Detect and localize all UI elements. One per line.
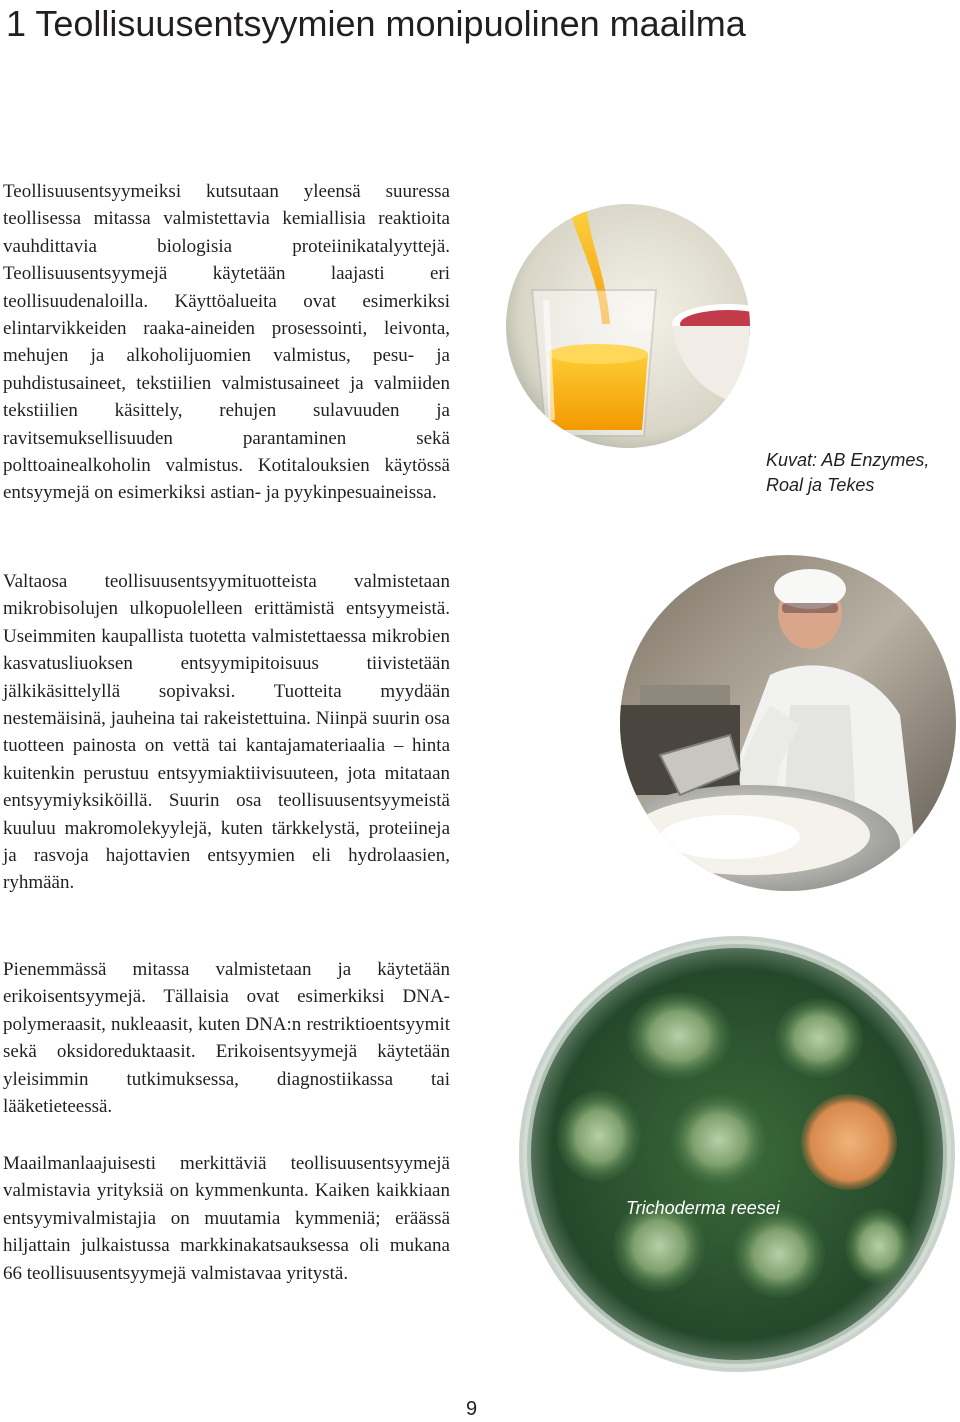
juice-photo [506, 204, 750, 448]
intro-paragraph: Teollisuusentsyymeiksi kutsutaan yleensä suuressa teollisessa mitassa valmistettavia kemiallisia reaktioita vauhdittavia biologisia proteiinikatalyyttejä. Teollisuusentsyymejä käytetään laajasti eri teollisuudenaloilla. Käyttöalueita ovat esimerkiksi elintarvikkeiden raaka-aineiden prosessointi, leivonta, mehujen ja alkoholijuomien valmistus, pesu- ja puhdistusaineet, tekstiilien valmistusaineet ja valmiiden tekstiilien käsittely, rehujen sulavuuden ja ravitsemuksellisuuden parantaminen sekä polttoainealkoholin valmistus. Kotitalouksien käytössä entsyymejä on esimerkiksi astian- ja pyykinpesuaineissa. [3, 181, 450, 504]
production-paragraph: Valtaosa teollisuusentsyymituotteista valmistetaan mikrobisolujen ulkopuolelleen erittämistä entsyymeistä. Useimmiten kaupallista tuotetta valmistettaessa mikrobien kasvatusliuoksen entsyymipitoisuus tiivistetään jälkikäsittelyllä sopivaksi. Tuotteita myydään nestemäisinä, jauheina tai rakeistettuina. Niinpä suurin osa tuotteen painosta on vettä tai kantajamateriaalia – hinta kuitenkin perustuu entsyymiaktiivisuuteen, jota mitataan entsyymiyksiköillä. Suurin osa teollisuusentsyymeistä kuuluu makromolekyylejä, kuten tärkkelystä, proteiineja ja rasvoja hajottavien entsyymien eli hydrolaasien, ryhmään. [3, 571, 450, 894]
petri-caption: Trichoderma reesei [626, 1198, 780, 1218]
photo-credit: Kuvat: AB Enzymes, Roal ja Tekes [766, 450, 930, 495]
petri-dish-photo [519, 936, 955, 1372]
factory-worker-photo [620, 555, 956, 891]
page-title: 1 Teollisuusentsyymien monipuolinen maailma [6, 3, 746, 44]
page-number: 9 [466, 1398, 478, 1420]
special-enzymes-paragraph: Pienemmässä mitassa valmistetaan ja käytetään erikoisentsyymejä. Tällaisia ovat esimerkiksi DNA-polymeraasit, nukleaasit, kuten DNA:n restriktioentsyymit sekä oksidoreduktaasit. Erikoisentsyymejä käytetään yleisimmin tutkimuksessa, diagnostiikassa tai lääketieteessä. [3, 959, 450, 1118]
manufacturers-paragraph: Maailmanlaajuisesti merkittäviä teollisuusentsyymejä valmistavia yrityksiä on kymmenkunta. Kaiken kaikkiaan entsyymivalmistajia on muutamia kymmeniä; eräässä hiljattain julkaistussa markkinakatsauksessa oli mukana 66 teollisuusentsyymejä valmistavaa yritystä. [3, 1153, 450, 1284]
